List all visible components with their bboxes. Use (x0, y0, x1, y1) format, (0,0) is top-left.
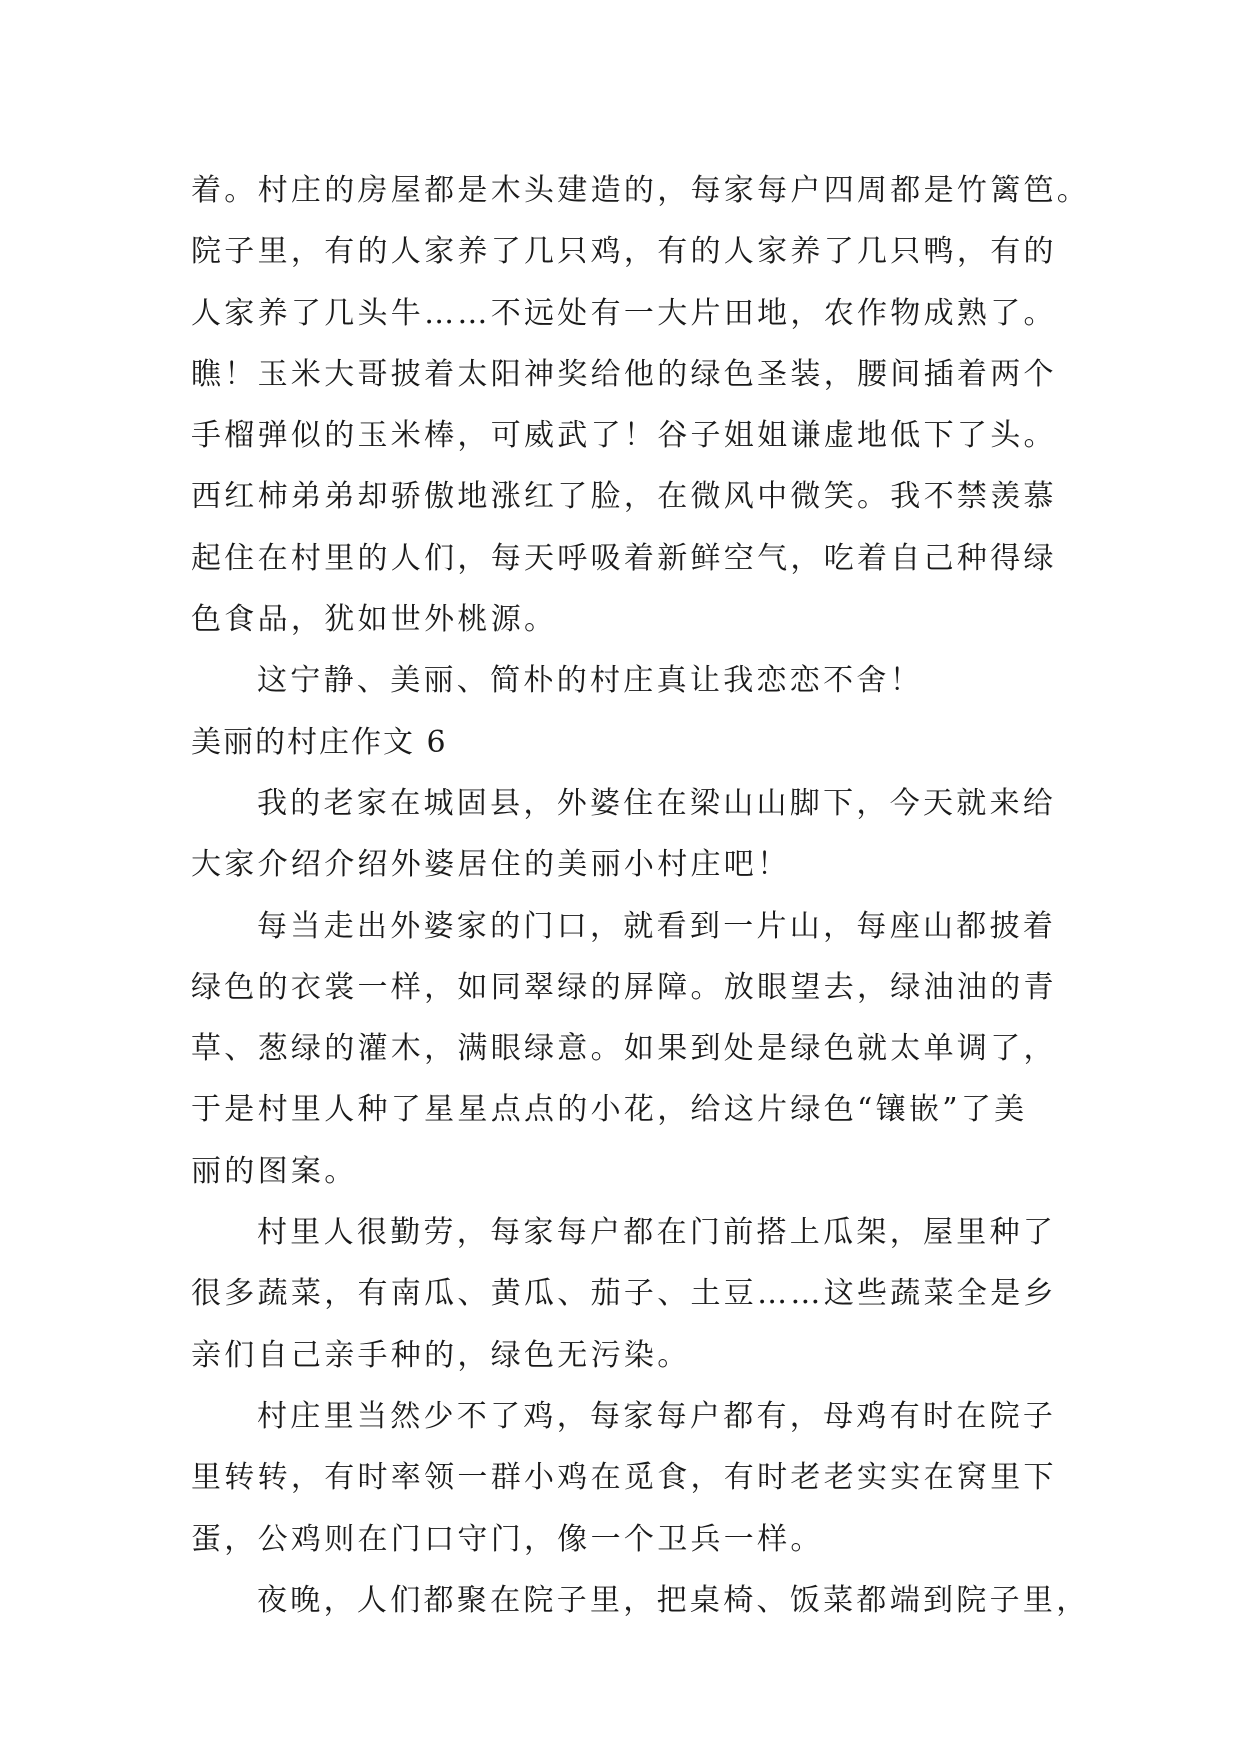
text-line: 村庄里当然少不了鸡，每家每户都有，母鸡有时在院子 (257, 1398, 1057, 1434)
paragraph-4 (191, 1386, 1071, 1570)
text-line: 着。村庄的房屋都是木头建造的，每家每户四周都是竹篱笆。 (191, 173, 1091, 208)
text-line: 起住在村里的人们，每天呼吸着新鲜空气，吃着自己种得绿 (191, 540, 1057, 576)
text-line: 蛋，公鸡则在门口守门，像一个卫兵一样。 (191, 1521, 824, 1557)
text-line: 很多蔬菜，有南瓜、黄瓜、茄子、土豆……这些蔬菜全是乡 (191, 1276, 1057, 1312)
text-line: 于是村里人种了星星点点的小花，给这片绿色“镶嵌”了美 (191, 1092, 1028, 1128)
document-body (191, 160, 1091, 1631)
text-line: 大家介绍介绍外婆居住的美丽小村庄吧！ (191, 847, 791, 883)
paragraph-2 (191, 896, 1071, 1202)
text-line: 夜晚，人们都聚在院子里，把桌椅、饭菜都端到院子里， (257, 1582, 1090, 1618)
text-line: 草、葱绿的灌木，满眼绿意。如果到处是绿色就太单调了， (191, 1031, 1057, 1067)
closing-line: 这宁静、美丽、简朴的村庄真让我恋恋不舍！ (257, 663, 923, 699)
intro-paragraph (191, 160, 1091, 650)
text-line: 里转转，有时率领一群小鸡在觅食，有时老老实实在窝里下 (191, 1460, 1057, 1496)
section-heading: 美丽的村庄作文 6 (191, 724, 448, 760)
text-line: 村里人很勤劳，每家每户都在门前搭上瓜架，屋里种了 (257, 1215, 1057, 1251)
text-line: 西红柿弟弟却骄傲地涨红了脸，在微风中微笑。我不禁羡慕 (191, 479, 1057, 515)
text-line: 绿色的衣裳一样，如同翠绿的屏障。放眼望去，绿油油的青 (191, 969, 1057, 1005)
paragraph-5 (191, 1570, 1090, 1631)
text-line: 手榴弹似的玉米棒，可威武了！谷子姐姐谦虚地低下了头。 (191, 418, 1057, 454)
text-line: 我的老家在城固县，外婆住在梁山山脚下，今天就来给 (257, 785, 1057, 821)
text-line: 亲们自己亲手种的，绿色无污染。 (191, 1337, 691, 1373)
text-line: 每当走出外婆家的门口，就看到一片山，每座山都披着 (257, 908, 1057, 944)
text-line: 瞧！玉米大哥披着太阳神奖给他的绿色圣装，腰间插着两个 (191, 356, 1057, 392)
text-line: 院子里，有的人家养了几只鸡，有的人家养了几只鸭，有的 (191, 234, 1057, 270)
paragraph-1 (191, 773, 1071, 896)
text-line: 丽的图案。 (191, 1153, 358, 1189)
paragraph-3 (191, 1202, 1071, 1386)
text-line: 色食品，犹如世外桃源。 (191, 602, 558, 638)
text-line: 人家养了几头牛……不远处有一大片田地，农作物成熟了。 (191, 295, 1057, 331)
